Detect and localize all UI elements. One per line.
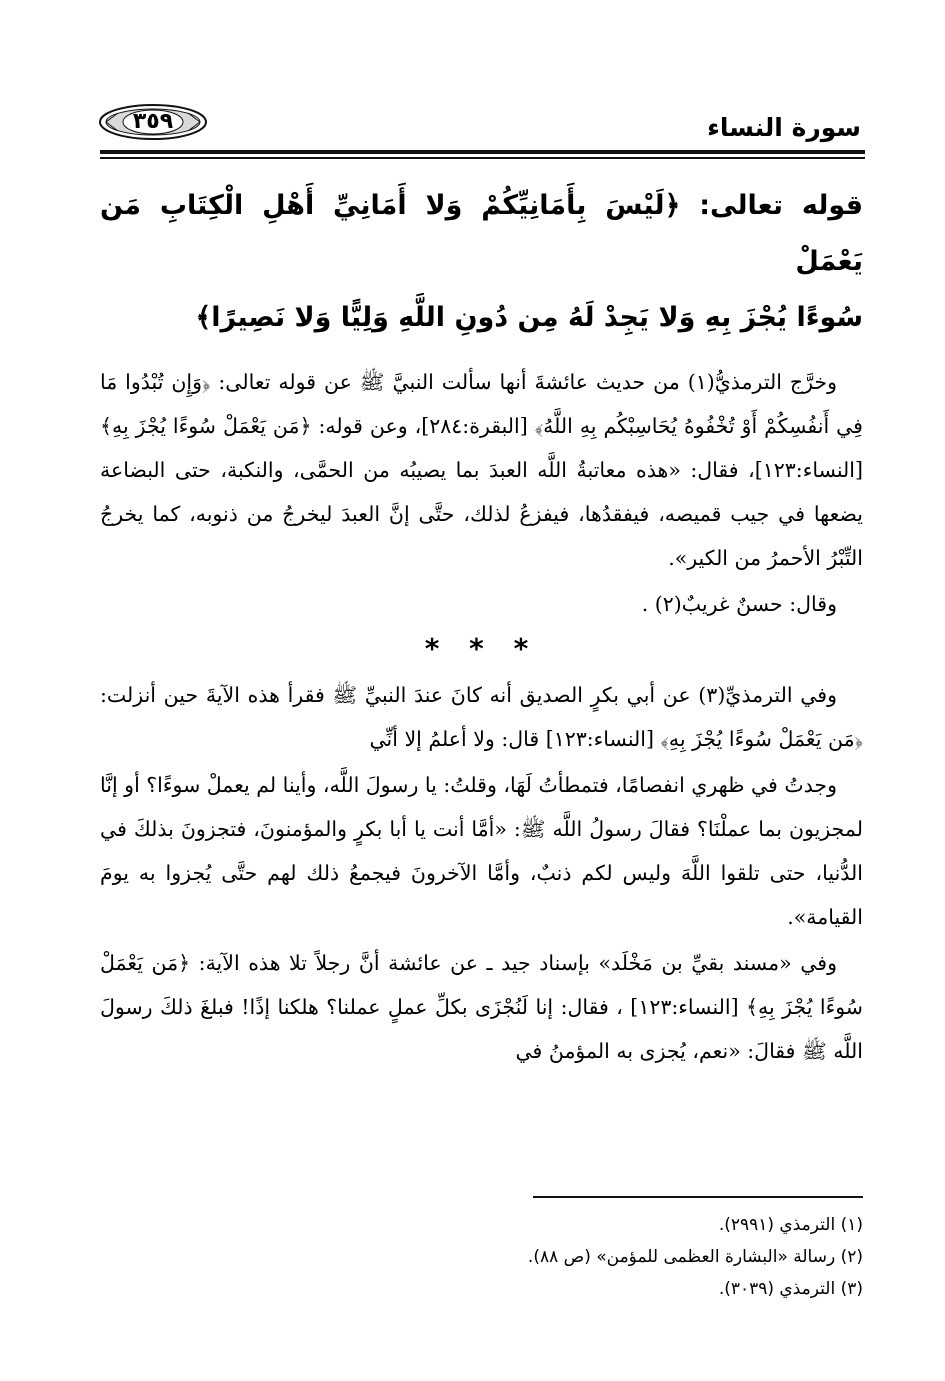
surah-title: سورة النساء: [707, 113, 861, 142]
footnote: (٣) الترمذي (٣٠٣٩).: [718, 1279, 863, 1299]
verse-heading-line2: سُوءًا يُجْزَ بِهِ وَلا يَجِدْ لَهُ مِن دُونِ اللَّهِ وَلِيًّا وَلا نَصِيرًا﴾: [195, 302, 863, 333]
page-number-badge: [98, 103, 208, 141]
paragraph: وخرَّج الترمذيُّ(١) من حديث عائشةَ أنها سألت النبيَّ ﷺ عن قوله تعالى: ﴿وَإِن تُبْدُوا مَا فِي أَنفُسِكُمْ أَوْ تُخْفُوهُ يُحَاسِبْكُم بِهِ اللَّهُ﴾ [البقرة:٢٨٤]، وعن قوله: ﴿مَن يَعْمَلْ سُوءًا يُجْزَ بِهِ﴾ [النساء:١٢٣]، فقال: «هذه معاتبةُ اللَّه العبدَ بما يصيبُه من الحمَّى، والنكبة، حتى البضاعة يضعها في جيب قميصه، فيفقدُها، فيفزعُ لذلك، حتَّى إنَّ العبدَ ليخرجُ من ذنوبه، كما يخرجُ التِّبْرُ الأحمرُ من الكير».: [100, 370, 863, 570]
section-separator: * * *: [424, 632, 539, 665]
page-number: ٣٥٩: [132, 109, 174, 134]
paragraph: وجدتُ في ظهري انفصامًا، فتمطأتُ لَهَا، وقلتُ: يا رسولَ اللَّه، وأينا لم يعملْ سوءًا؟ أو إنَّا لمجزيون بما عملْنَا؟ فقالَ رسولُ اللَّه ﷺ: «أمَّا أنت يا أبا بكرٍ والمؤمنونَ، فتجزونَ بذلكَ في الدُّنيا، حتى تلقوا اللَّهَ وليس لكم ذنبٌ، وأمَّا الآخرونَ فيجمعُ ذلك لهم حتَّى يُجزوا به يومَ القيامة».: [100, 773, 863, 929]
verse-heading: [100, 178, 863, 346]
paragraph: وقال: حسنٌ غريبٌ(٢) .: [641, 592, 837, 616]
page-body: [100, 178, 863, 1073]
footnote-rule: [533, 1196, 863, 1198]
header-rule-thick: [100, 150, 865, 154]
verse-heading-line1: قوله تعالى: ﴿لَيْسَ بِأَمَانِيِّكُمْ وَلا أَمَانِيِّ أَهْلِ الْكِتَابِ مَن يَعْمَلْ: [100, 190, 863, 277]
paragraph: وفي «مسند بقيِّ بن مَخْلَد» بإسناد جيد ـ عن عائشة أنَّ رجلاً تلا هذه الآية: ﴿مَن يَعْمَلْ سُوءًا يُجْزَ بِهِ﴾ [النساء:١٢٣] ، فقال: إنا لَنُجْزَى بكلِّ عملٍ عملنا؟ هلكنا إذًا! فبلغَ ذلكَ رسولَ اللَّه ﷺ فقالَ: «نعم، يُجزى به المؤمنُ في: [100, 951, 863, 1063]
footnote: (٢) رسالة «البشارة العظمى للمؤمن» (ص ٨٨).: [527, 1247, 863, 1267]
header-rule-thin: [100, 157, 865, 159]
footnote: (١) الترمذي (٢٩٩١).: [718, 1215, 863, 1235]
page-header: [80, 95, 865, 155]
footnotes: [263, 1209, 863, 1305]
paragraph: وفي الترمذيِّ(٣) عن أبي بكرٍ الصديق أنه كانَ عندَ النبيِّ ﷺ فقرأ هذه الآيةَ حين أنزلت: ﴿مَن يَعْمَلْ سُوءًا يُجْزَ بِهِ﴾ [النساء:١٢٣] قال: ولا أعلمُ إلا أنِّي: [100, 683, 863, 751]
